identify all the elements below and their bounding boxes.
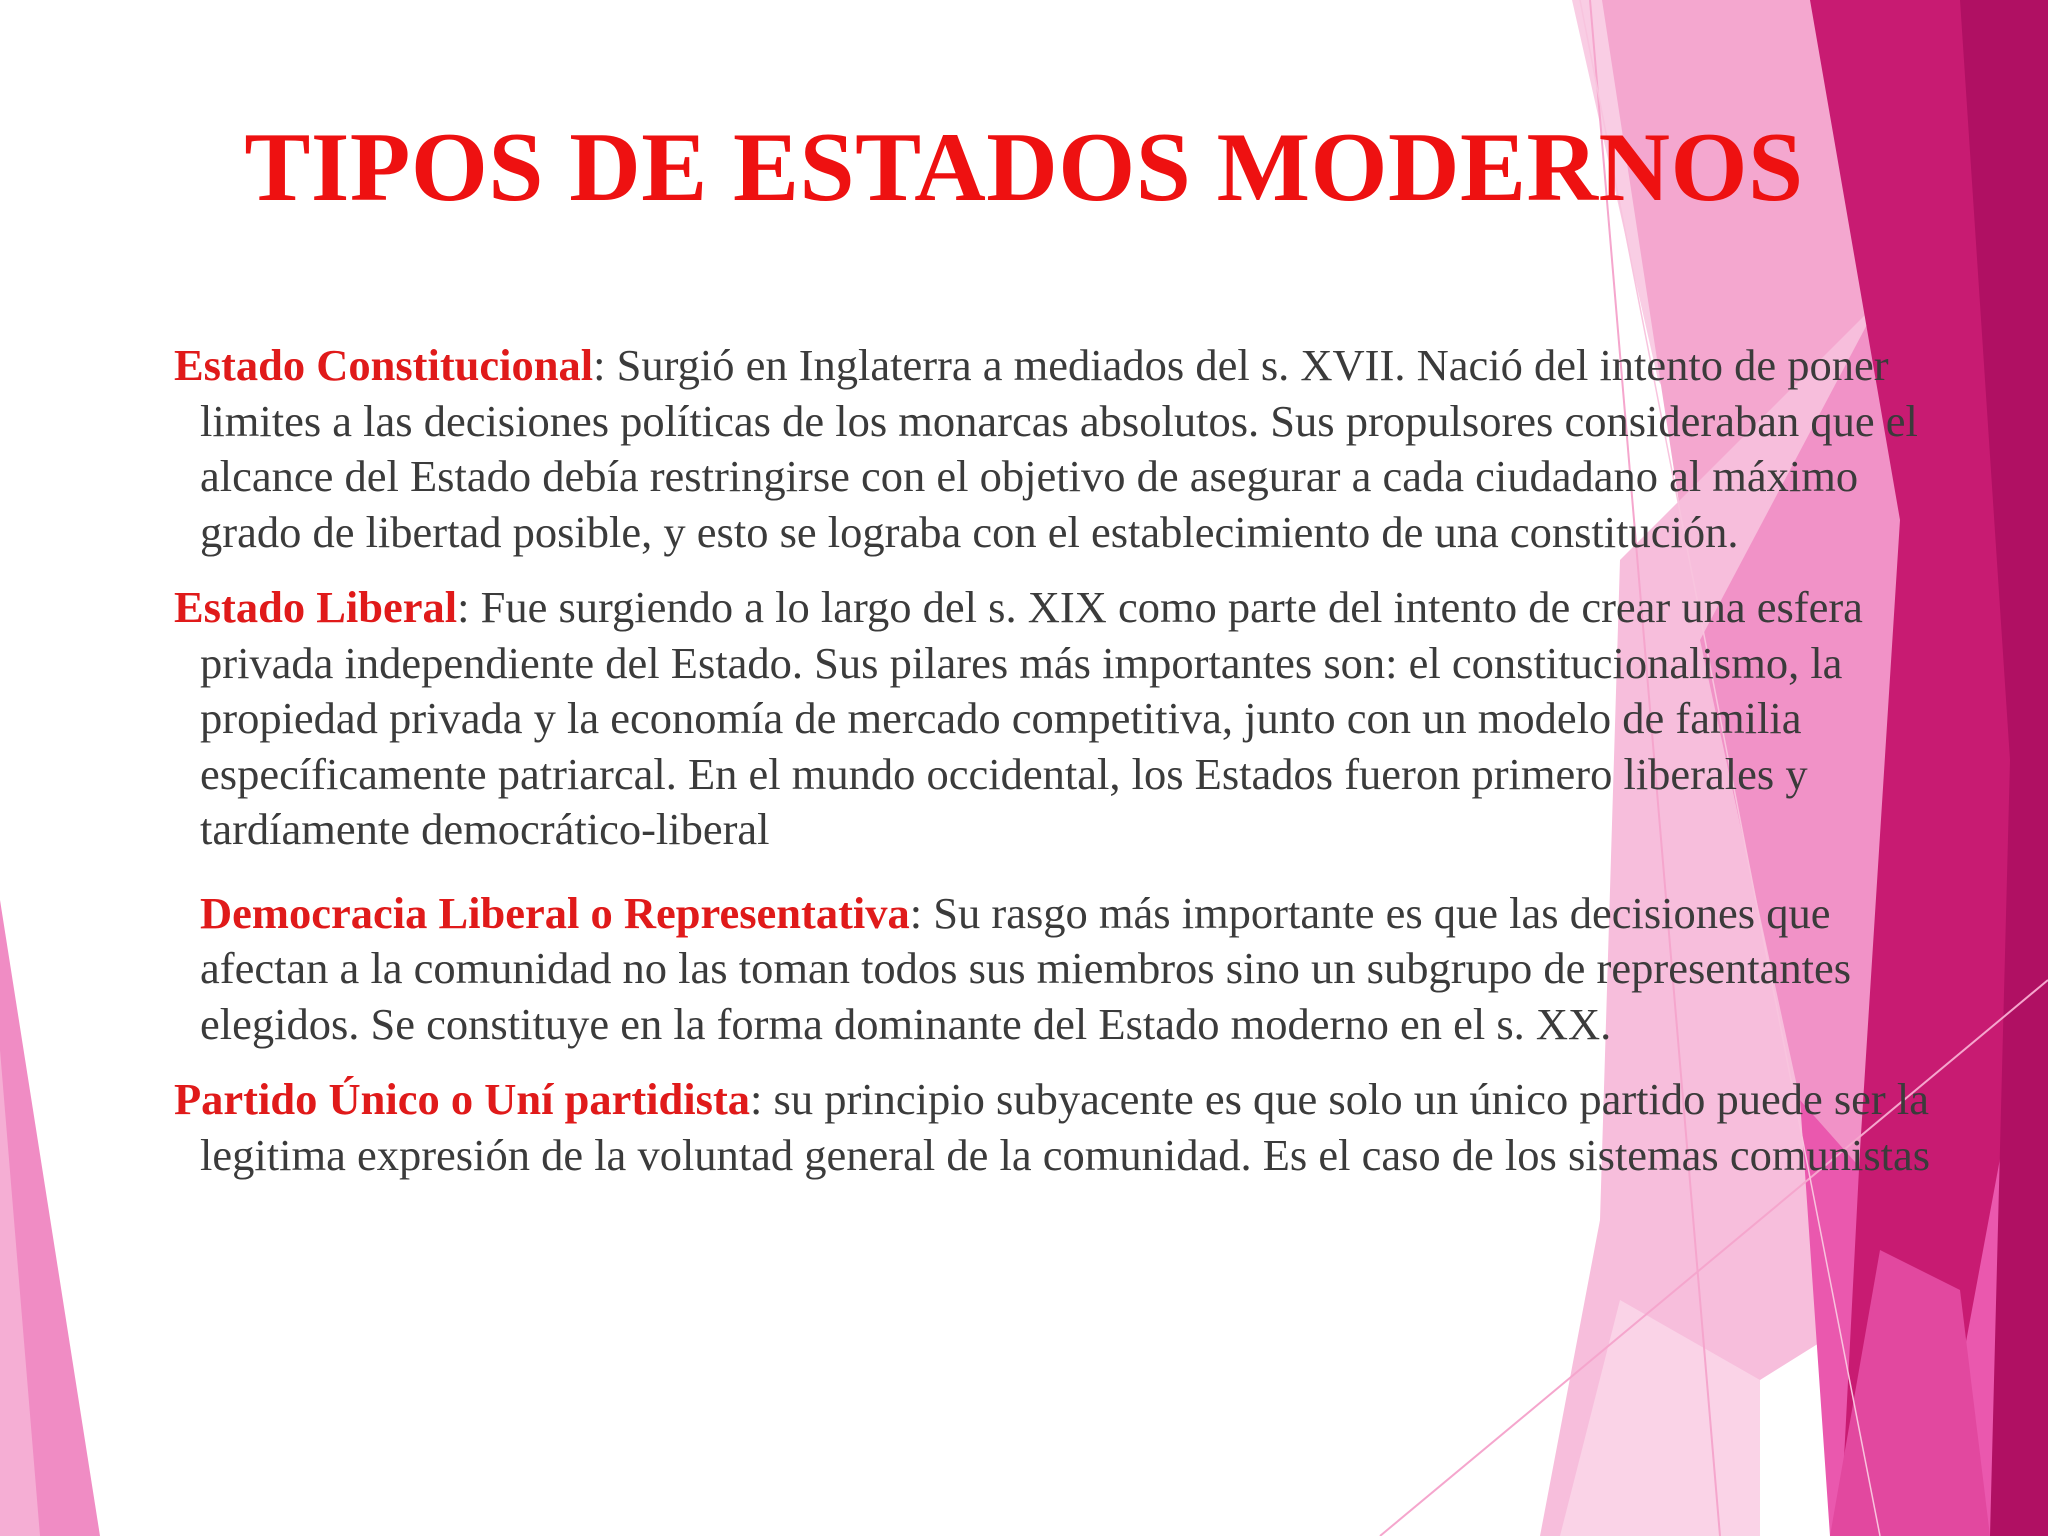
term-estado-constitucional: Estado Constitucional [174,340,594,390]
text-democracia-liberal: : Su rasgo más importante es que las decisiones que afectan a la comunidad no las toman todos sus miembros sino un subgrupo de representantes elegidos. Se constituye en la forma dominante del Estado moderno en el s. XX. [200,887,1852,1049]
text-partido-unico: : su principio subyacente es que solo un único partido puede ser la legitima expresión de la voluntad general de la comunidad. Es el caso de los sistemas comunistas [200,1074,1931,1180]
paragraph-estado-liberal [174,580,1934,858]
term-democracia-liberal: Democracia Liberal o Representativa [200,887,910,938]
slide-body [174,338,1934,1203]
term-estado-liberal: Estado Liberal [174,582,458,632]
text-estado-liberal: : Fue surgiendo a lo largo del s. XIX como parte del intento de crear una esfera privada independiente del Estado. Sus pilares más importantes son: el constitucionalismo, la propiedad privada y la economía de mercado competitiva, junto con un modelo de familia específicamente patriarcal. En el mundo occidental, los Estados fueron primero liberales y tardíamente democrático-liberal [200,582,1863,854]
slide-title: TIPOS DE ESTADOS MODERNOS [244,113,1804,222]
paragraph-democracia-liberal [174,886,1934,1053]
paragraph-estado-constitucional [174,338,1934,560]
term-partido-unico: Partido Único o Uní partidista [174,1074,751,1124]
paragraph-partido-unico [174,1072,1934,1183]
text-estado-constitucional: : Surgió en Inglaterra a mediados del s. XVII. Nació del intento de poner limites a las decisiones políticas de los monarcas absolutos. Sus propulsores consideraban que el alcance del Estado debía restringirse con el objetivo de asegurar a cada ciudadano al máximo grado de libertad posible, y esto se lograba con el establecimiento de una constitución. [200,340,1918,557]
